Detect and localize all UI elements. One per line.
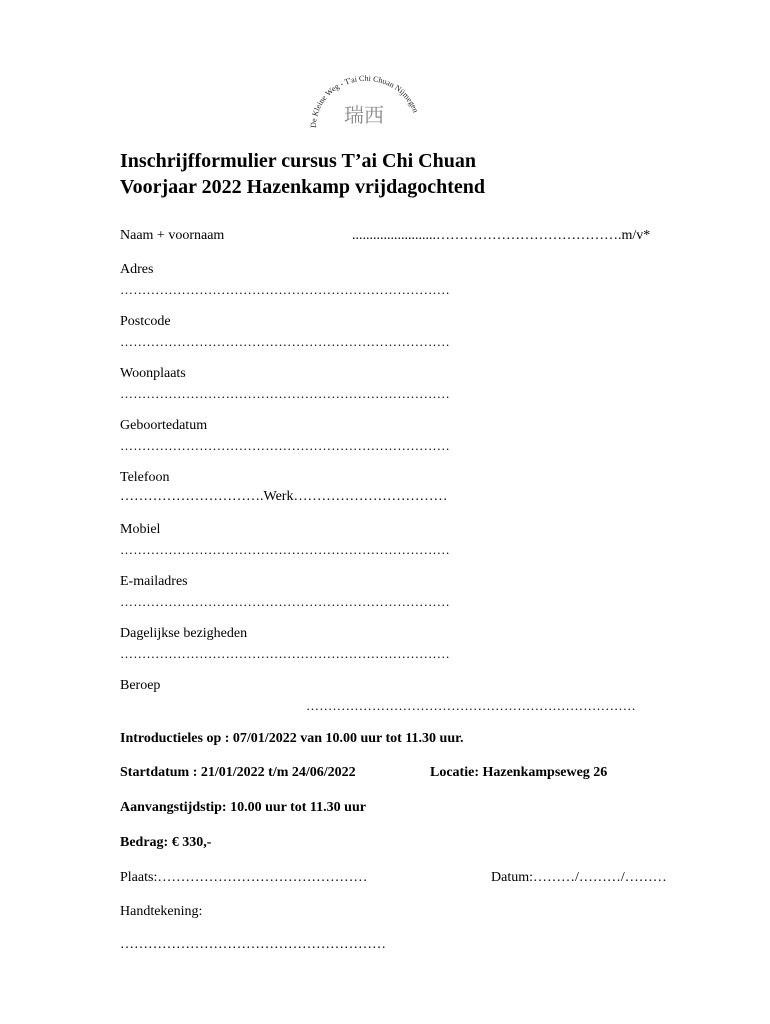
email-field[interactable]: ………………………………………………………………… [120, 594, 450, 609]
adres-field[interactable]: ………………………………………………………………… [120, 282, 450, 297]
postcode-label: Postcode [120, 314, 171, 329]
startdatum-info: Startdatum : 21/01/2022 t/m 24/06/2022 [120, 765, 356, 780]
telefoon-label: Telefoon [120, 470, 170, 485]
woonplaats-field[interactable]: ………………………………………………………………… [120, 386, 450, 401]
naam-field[interactable]: ........................………………………………….m/v* [352, 228, 651, 243]
postcode-field[interactable]: ………………………………………………………………… [120, 334, 450, 349]
geboortedatum-label: Geboortedatum [120, 418, 208, 433]
geboortedatum-field[interactable]: ………………………………………………………………… [120, 438, 450, 453]
aanvangstijdstip-info: Aanvangstijdstip: 10.00 uur tot 11.30 uur [120, 800, 366, 815]
school-logo [300, 66, 430, 136]
form-title [120, 148, 485, 200]
telefoon-field[interactable]: ………………………….Werk…………………………… [120, 489, 448, 504]
naam-label: Naam + voornaam [120, 228, 225, 243]
adres-label: Adres [120, 262, 154, 277]
mobiel-field[interactable]: ………………………………………………………………… [120, 542, 450, 557]
locatie-info: Locatie: Hazenkampseweg 26 [430, 765, 608, 780]
logo-arc-text: De Kleine Weg - T'ai Chi Chuan Nijmegen [308, 73, 421, 129]
dagelijkse-bezigheden-field[interactable]: ………………………………………………………………… [120, 646, 450, 661]
introductieles-info: Introductieles op : 07/01/2022 van 10.00 uur tot 11.30 uur. [120, 731, 464, 746]
woonplaats-label: Woonplaats [120, 366, 186, 381]
email-label: E-mailadres [120, 574, 188, 589]
datum-field[interactable]: Datum:………/………/……… [491, 870, 667, 885]
logo-chinese-text: 瑞西 [344, 103, 384, 127]
dagelijkse-bezigheden-label: Dagelijkse bezigheden [120, 626, 248, 641]
handtekening-field[interactable]: ………………………………………………… [120, 937, 386, 952]
mobiel-label: Mobiel [120, 522, 161, 537]
beroep-field[interactable]: ………………………………………………………………… [306, 698, 636, 713]
form-title-line-1: Inschrijfformulier cursus T’ai Chi Chuan [120, 150, 476, 172]
plaats-field[interactable]: Plaats:……………………………………… [120, 870, 368, 885]
handtekening-label: Handtekening: [120, 904, 203, 919]
beroep-label: Beroep [120, 678, 161, 693]
form-title-line-2: Voorjaar 2022 Hazenkamp vrijdagochtend [120, 176, 485, 198]
logo-seal-icon [300, 66, 430, 136]
bedrag-info: Bedrag: € 330,- [120, 835, 212, 850]
